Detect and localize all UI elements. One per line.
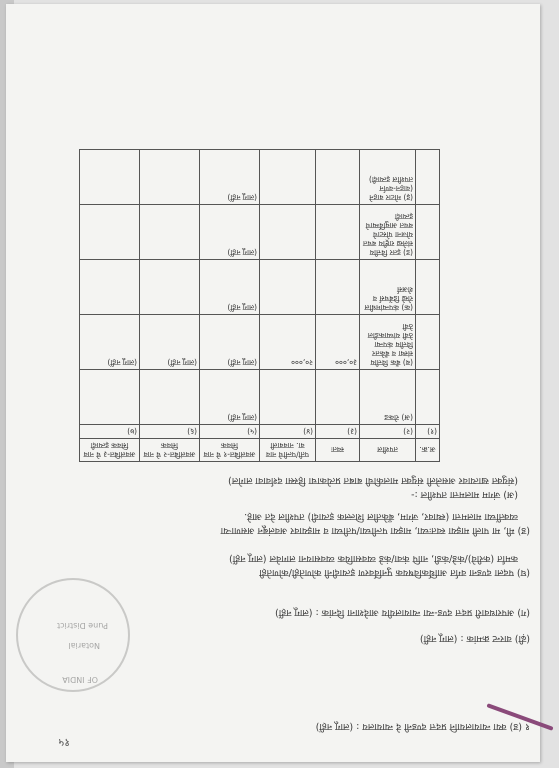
row-dependent-3: (लागू नहीं): [80, 315, 140, 370]
row-self: [316, 150, 360, 205]
row-sr: [416, 150, 440, 205]
row-dependent-1: (लागू नहीं): [200, 315, 260, 370]
row-spouse: [260, 150, 316, 205]
para-5: (अ) जंगम मालमत्ता तपशील :-: [411, 489, 518, 500]
row-dependent-3: [80, 205, 140, 260]
colnum-5: (५): [200, 425, 260, 439]
row-spouse: [260, 205, 316, 260]
row-dependent-2: [140, 260, 200, 315]
header-spouse: पती/पत्नीचे नाव वा. नाववाली: [260, 439, 316, 462]
header-dependent-1: अवलंबित-१ चे नाव सिवक: [200, 439, 260, 462]
row-sr: [416, 315, 440, 370]
warrant-line: (ढ़ी) वारन्ट क्रमांक : (लागू नहीं): [419, 633, 530, 644]
row-sr: [416, 260, 440, 315]
para-4: व्यक्तींच्या मालमत्ता (स्थावर, जंगम, बँकेतील शिल्लक इत्यादी) तपशील देत आहे.: [244, 511, 518, 522]
table-row: [80, 205, 440, 260]
row-dependent-3: [80, 260, 140, 315]
colnum-4: (४): [260, 425, 316, 439]
colnum-6: (६): [140, 425, 200, 439]
header-sr: अ.क्र.: [416, 439, 440, 462]
row-sr: [416, 370, 440, 425]
para-3: (ड) मी, मा पाली माझ्या स्वतःच्या, माझ्या पत्नीच्या/पतीच्या व माझ्यावर अवलंबून असणाऱ्या: [220, 525, 530, 536]
table-header-row: [80, 439, 440, 462]
stamp-text-1: OF INDIA: [62, 675, 98, 684]
page-number: १५: [58, 736, 70, 749]
row-dependent-1: (लागू नहीं): [200, 370, 260, 425]
table-row: [80, 150, 440, 205]
para-6: (संयुक्त खात्यावर असलेली संयुक्त मालकीची बाबत प्रत्येकाचा हिस्सा दर्शवावा लागेल): [228, 475, 518, 486]
row-self: ३०,०००: [316, 315, 360, 370]
row-dependent-3: [80, 370, 140, 425]
row-self: [316, 370, 360, 425]
row-self: [316, 205, 360, 260]
colnum-1: (१): [416, 425, 440, 439]
row-label: (अ) रोकड: [360, 370, 416, 425]
row-dependent-3: [80, 150, 140, 205]
document-page: [6, 4, 540, 762]
stamp-text-2: Notarial: [68, 641, 100, 650]
row-dependent-1: (लागू नहीं): [200, 150, 260, 205]
row-dependent-2: [140, 370, 200, 425]
row-spouse: २०,०००: [260, 315, 316, 370]
assets-table: [79, 149, 440, 462]
para-1: (घ) पदला दण्डना वर्गत आर्थिकविषयक पुनर्विवरण इत्यादीनी कोणतेही/कोणतेही: [259, 567, 530, 578]
table-row: [80, 370, 440, 425]
assets-table-area: [80, 102, 440, 462]
row-spouse: [260, 370, 316, 425]
row-label: (इ) मोटार वाहने (वाहन-वर्णन तपशील इत्यादी): [360, 150, 416, 205]
row-spouse: [260, 260, 316, 315]
row-self: [316, 260, 360, 315]
row-dependent-2: (लागू नहीं): [140, 315, 200, 370]
header-details: तपशील: [360, 439, 416, 462]
row-dependent-2: [140, 150, 200, 205]
header-dependent-2: अवलंबित-२ चे नाव सिवक: [140, 439, 200, 462]
order-date-line: (ग) अपराधवारी प्रदत्त दण्ड-न्या न्यायालयीय आदेशाना दिनांक : (लागू नहीं): [275, 607, 530, 618]
row-label: (क) कंपन्यांमधील रोखे डिबेंचर्स व शेअर्स: [360, 260, 416, 315]
row-dependent-2: [140, 205, 200, 260]
row-dependent-1: (लागू नहीं): [200, 205, 260, 260]
table-row: [80, 260, 440, 315]
heading-line: १ (ड) क्या न्यायालयानि प्रदत्त दण्डनी दे न्यायालय : (लागू नहीं): [315, 721, 530, 732]
colnum-2: (२): [360, 425, 416, 439]
para-2: कर्मांत (करीवे)/कंडे/कंडी, नापि कंवा/कंडे व्यवसायिक व्यवसायना लागवेल (लागू नहीं): [229, 553, 518, 564]
header-self: स्वतः: [316, 439, 360, 462]
header-dependent-3: अवलंबित-३ चे नाव सिवक इत्यादी: [80, 439, 140, 462]
row-sr: [416, 205, 440, 260]
table-row: [80, 315, 440, 370]
row-label: (ड) इतर वित्तीय संलेख राष्ट्रीय बचत योजना पोस्टाचे बचत आयुर्विम्याचे इत्यादी: [360, 205, 416, 260]
notary-stamp: [16, 578, 130, 692]
table-body: [80, 150, 440, 425]
row-dependent-1: (लागू नहीं): [200, 260, 260, 315]
colnum-7: (७): [80, 425, 140, 439]
stamp-text-3: Pune District: [56, 621, 108, 630]
page-content: [6, 4, 540, 762]
table-number-row: [80, 425, 440, 439]
colnum-3: (३): [316, 425, 360, 439]
row-label: (ब) बँक वित्तीय संस्था व बँकेतर वित्तीय कंपन्या ठेवी यांच्याकडील ठेवी: [360, 315, 416, 370]
